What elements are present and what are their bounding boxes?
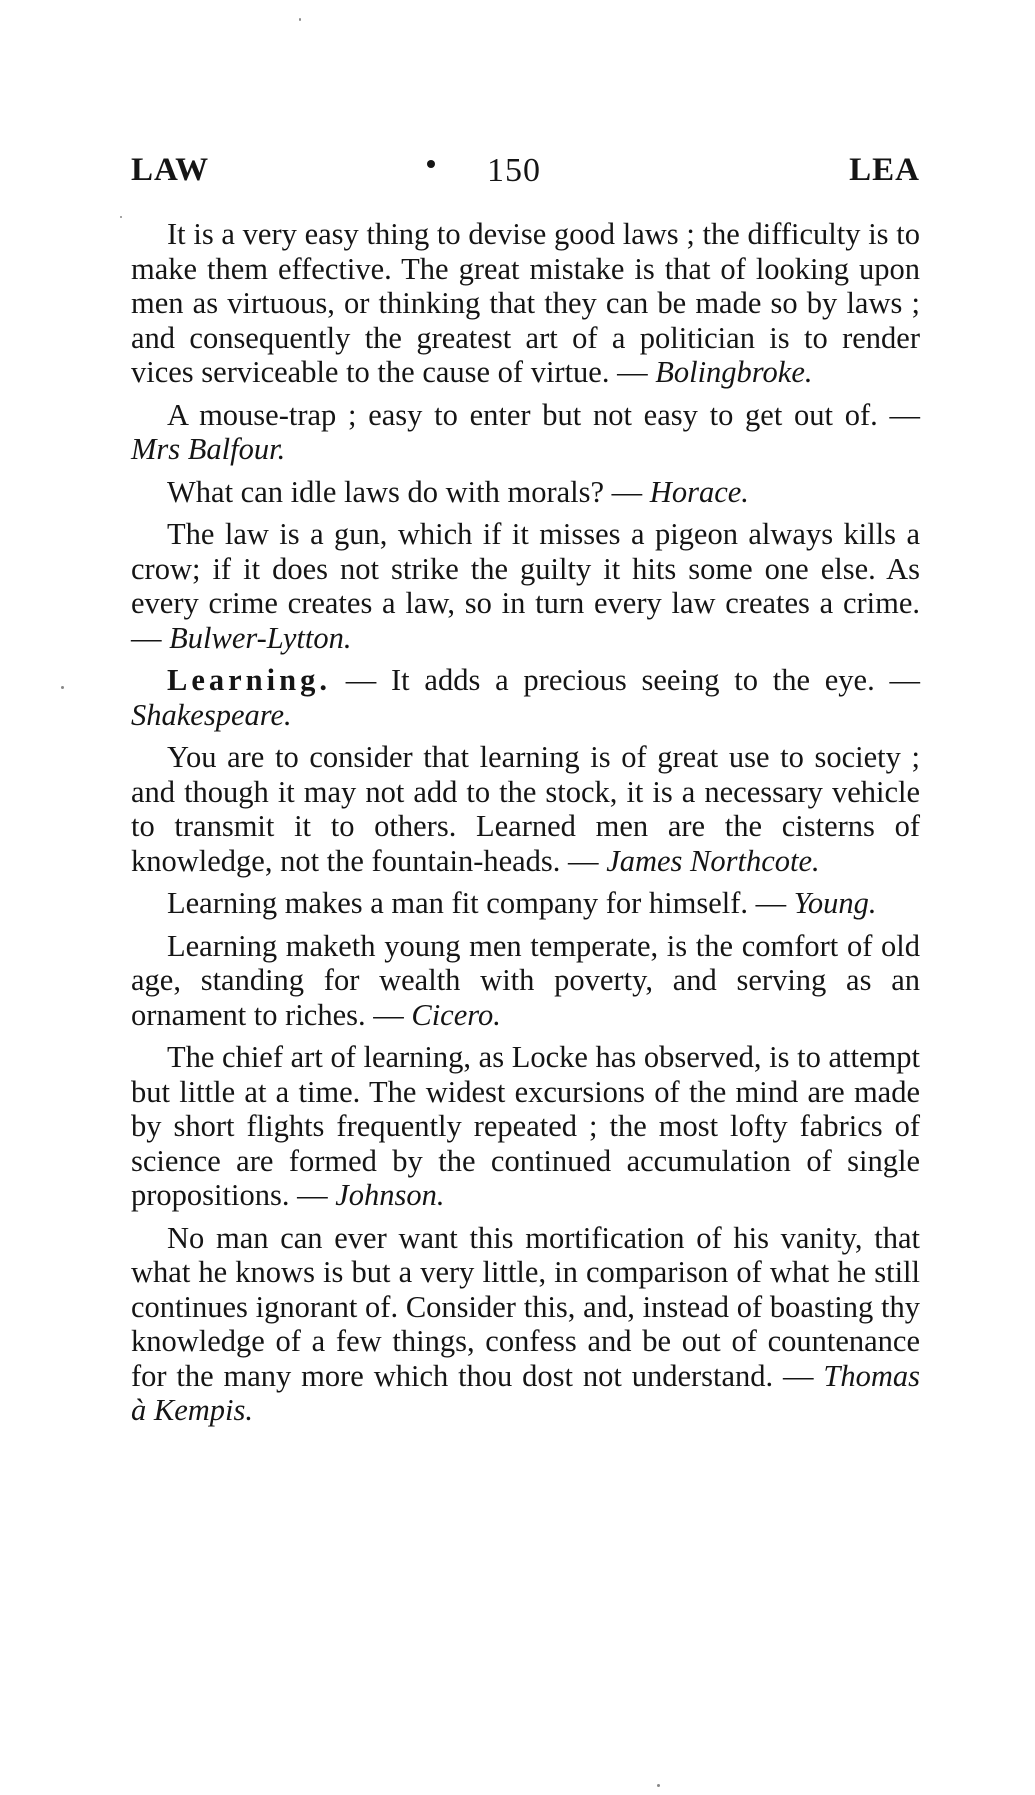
quotation-author: Bolingbroke.: [655, 355, 813, 389]
quotation-text: No man can ever want this mortification of his vanity, that what he knows is but a very little, in comparison of what he still continues ignorant of. Consider this, and, instead of boasting thy knowledge of a few things, confess and be out of countenance for the many more which thou dost not understand. —: [131, 1220, 920, 1393]
quotation-author: Johnson.: [335, 1178, 445, 1212]
quotation-entry: [131, 740, 920, 878]
quotation-text: A mouse-trap ; easy to enter but not easy to get out of. —: [167, 397, 920, 432]
running-header: [131, 152, 920, 196]
paper-speck: [657, 1784, 660, 1787]
quotation-text: Learning maketh young men temperate, is the comfort of old age, standing for wealth with poverty, and serving as an ornament to riches. —: [131, 928, 920, 1032]
quotation-author: Thomas à Kempis.: [131, 1358, 920, 1427]
quotation-author: James Northcote.: [606, 843, 820, 878]
quotation-entry: [131, 886, 920, 921]
header-bullet-mark: [427, 160, 435, 168]
paper-speck: [120, 216, 122, 218]
quotation-author: Mrs Balfour.: [131, 432, 286, 466]
header-right-keyword: LEA: [849, 152, 920, 188]
quotation-entry: [131, 663, 920, 732]
page-number: 150: [487, 152, 541, 189]
quotation-entry: [131, 1221, 920, 1428]
quotation-text: Learning makes a man fit company for himself. —: [167, 886, 787, 920]
quotation-author: Young.: [793, 886, 877, 920]
quotation-text: The law is a gun, which if it misses a pigeon always kills a crow; if it does not strike the guilty it hits some one else. As every crime creates a law, so in turn every law creates a crime. —: [131, 517, 920, 655]
paper-speck: [299, 18, 301, 21]
quotation-entry: [131, 398, 920, 467]
quotation-author: Bulwer-Lytton.: [169, 620, 352, 655]
quotation-text: You are to consider that learning is of great use to society ; and though it may not add to the stock, it is a necessary vehicle to transmit it to others. Learned men are the cisterns of knowledge, not the fountain-heads. —: [131, 740, 920, 878]
quotation-entry: [131, 1040, 920, 1213]
quotation-entry: [131, 217, 920, 390]
quotation-author: Shakespeare.: [131, 697, 292, 732]
quotation-text: — It adds a precious seeing to the eye. —: [330, 663, 920, 697]
quotation-entry: [131, 517, 920, 655]
page-body: [131, 217, 920, 1436]
header-left-keyword: LAW: [131, 152, 210, 188]
paper-speck: [61, 686, 64, 689]
quotation-text: It is a very easy thing to devise good laws ; the difficulty is to make them effective. The great mistake is that of looking upon men as virtuous, or thinking that they can be made so by laws ; and consequently the greatest art of a politician is to render vices serviceable to the cause of virtue. —: [131, 217, 920, 389]
quotation-entry: [131, 929, 920, 1033]
quotation-text: What can idle laws do with morals? —: [167, 474, 643, 509]
quotation-entry: [131, 475, 920, 510]
topic-heading: Learning.: [167, 663, 331, 697]
quotation-text: The chief art of learning, as Locke has observed, is to attempt but little at a time. The widest excursions of the mind are made by short flights frequently repeated ; the most lofty fabrics of science are formed by the continued accumulation of single propositions. —: [131, 1040, 920, 1212]
quotation-author: Cicero.: [411, 997, 501, 1032]
quotation-author: Horace.: [649, 474, 749, 509]
